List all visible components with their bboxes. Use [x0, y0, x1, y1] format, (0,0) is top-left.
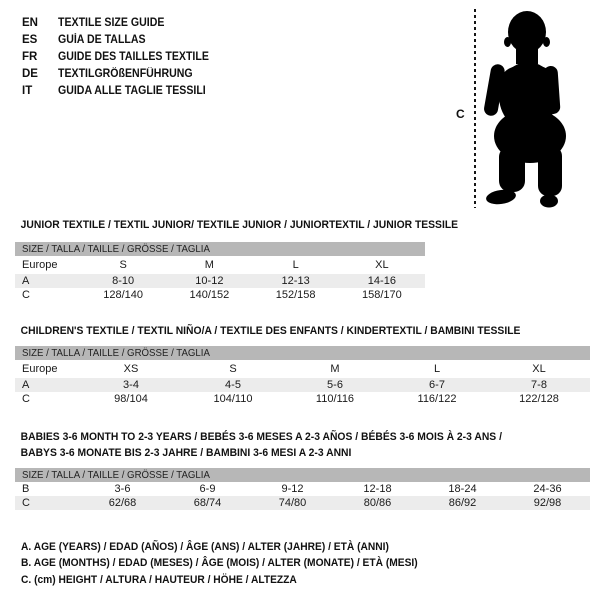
size-cell: L: [433, 363, 441, 375]
size-cell: XS: [123, 363, 139, 375]
size-cell: M: [204, 259, 214, 271]
size-cell: XL: [375, 259, 389, 271]
table-title: BABIES 3-6 MONTH TO 2-3 YEARS / BEBÉS 3-6 MESES A 2-3 AÑOS / BÉBÉS 3-6 MOIS À 2-3 ANS /: [20, 431, 502, 443]
size-cell: 18-24: [448, 483, 477, 495]
table-size-header: [15, 346, 590, 360]
table-size-header: [15, 468, 590, 482]
size-cell: 5-6: [327, 379, 343, 391]
size-cell: 8-10: [112, 275, 135, 287]
size-cell: 12-13: [281, 275, 310, 287]
language-title-list: [22, 15, 222, 100]
size-cell: 62/68: [108, 497, 137, 509]
table-row: [15, 256, 425, 274]
language-title: GUIDA ALLE TAGLIE TESSILI: [58, 85, 206, 97]
size-cell: 104/110: [213, 393, 253, 405]
size-cell: S: [119, 259, 127, 271]
table-size-header-text: SIZE / TALLA / TAILLE / GRÖSSE / TAGLIA: [22, 347, 210, 359]
size-cell: L: [292, 259, 299, 271]
language-code: ES: [22, 34, 38, 46]
size-table: [15, 468, 590, 510]
language-code: EN: [22, 17, 38, 29]
size-cell: 3-4: [123, 379, 139, 391]
row-label: A: [22, 275, 30, 287]
size-cell: 122/128: [519, 393, 559, 405]
junior-textile-section: [15, 217, 459, 302]
table-row: [15, 360, 590, 378]
language-code: IT: [22, 85, 33, 97]
row-label: Europe: [22, 363, 58, 375]
size-cell: 92/98: [533, 497, 562, 509]
size-cell: 12-18: [363, 483, 392, 495]
size-cell: 110/116: [315, 393, 355, 405]
row-label: C: [22, 289, 30, 301]
legend-note: A. AGE (YEARS) / EDAD (AÑOS) / ÂGE (ANS) / ALTER (JAHRE) / ETÀ (ANNI): [21, 541, 389, 553]
size-cell: 4-5: [225, 379, 241, 391]
size-cell: 3-6: [114, 483, 131, 495]
size-cell: S: [229, 363, 237, 375]
size-cell: M: [330, 363, 340, 375]
row-label: B: [22, 483, 30, 495]
size-cell: 10-12: [195, 275, 224, 287]
size-cell: 140/152: [189, 289, 230, 301]
size-cell: 80/86: [363, 497, 392, 509]
size-cell: 74/80: [278, 497, 307, 509]
table-row: [15, 392, 590, 406]
row-label: Europe: [22, 259, 58, 271]
language-item: [22, 49, 222, 66]
legend-note: C. (cm) HEIGHT / ALTURA / HAUTEUR / HÖHE / ALTEZZA: [21, 573, 297, 586]
size-cell: 128/140: [103, 289, 143, 301]
row-label: A: [22, 379, 30, 391]
size-cell: 6-9: [199, 483, 216, 495]
row-label: C: [22, 497, 30, 509]
table-row: [15, 274, 425, 288]
language-title: GUÍA DE TALLAS: [58, 34, 146, 46]
size-cell: 14-16: [367, 275, 396, 287]
toddler-silhouette-icon: [482, 8, 592, 210]
language-item: [22, 83, 222, 100]
size-cell: 9-12: [281, 483, 304, 495]
size-cell: 158/170: [361, 289, 402, 301]
table-row: [15, 288, 425, 302]
language-code: FR: [22, 51, 38, 63]
size-cell: 98/104: [114, 393, 148, 405]
legend-note: B. AGE (MONTHS) / EDAD (MESES) / ÂGE (MOIS) / ALTER (MONATE) / ETÀ (MESI): [21, 557, 418, 570]
language-title: TEXTILGRÖßENFÜHRUNG: [58, 68, 193, 80]
height-dashed-line: [474, 9, 476, 208]
size-cell: 152/158: [275, 289, 316, 301]
language-code: DE: [22, 68, 38, 80]
language-title: TEXTILE SIZE GUIDE: [58, 17, 165, 29]
children-textile-section: [15, 323, 590, 406]
table-size-header: [15, 242, 425, 256]
size-cell: 6-7: [429, 379, 445, 391]
language-title: GUIDE DES TAILLES TEXTILE: [58, 51, 209, 63]
table-size-header-text: SIZE / TALLA / TAILLE / GRÖSSE / TAGLIA: [22, 469, 210, 481]
table-title: CHILDREN'S TEXTILE / TEXTIL NIÑO/A / TEXTILE DES ENFANTS / KINDERTEXTIL / BAMBINI TESSILE: [20, 325, 521, 337]
size-cell: 24-36: [533, 483, 562, 495]
size-table: [15, 242, 425, 302]
table-title: BABYS 3-6 MONATE BIS 2-3 JAHRE / BAMBINI 3-6 MESI A 2-3 ANNI: [20, 447, 352, 459]
size-cell: 116/122: [417, 393, 457, 405]
size-cell: XL: [532, 363, 546, 375]
row-label: C: [22, 393, 30, 405]
table-row: [15, 482, 590, 496]
language-item: [22, 32, 222, 49]
table-row: [15, 496, 590, 510]
height-marker-label: C: [456, 107, 465, 121]
size-cell: 68/74: [193, 497, 222, 509]
language-item: [22, 66, 222, 83]
babies-textile-section: [15, 429, 590, 510]
language-item: [22, 15, 222, 32]
table-title: JUNIOR TEXTILE / TEXTIL JUNIOR/ TEXTILE JUNIOR / JUNIORTEXTIL / JUNIOR TESSILE: [20, 219, 459, 231]
table-row: [15, 378, 590, 392]
size-cell: 7-8: [531, 379, 547, 391]
legend-notes: [21, 539, 448, 588]
size-cell: 86/92: [448, 497, 477, 509]
table-size-header-text: SIZE / TALLA / TAILLE / GRÖSSE / TAGLIA: [22, 243, 210, 255]
size-table: [15, 346, 590, 406]
